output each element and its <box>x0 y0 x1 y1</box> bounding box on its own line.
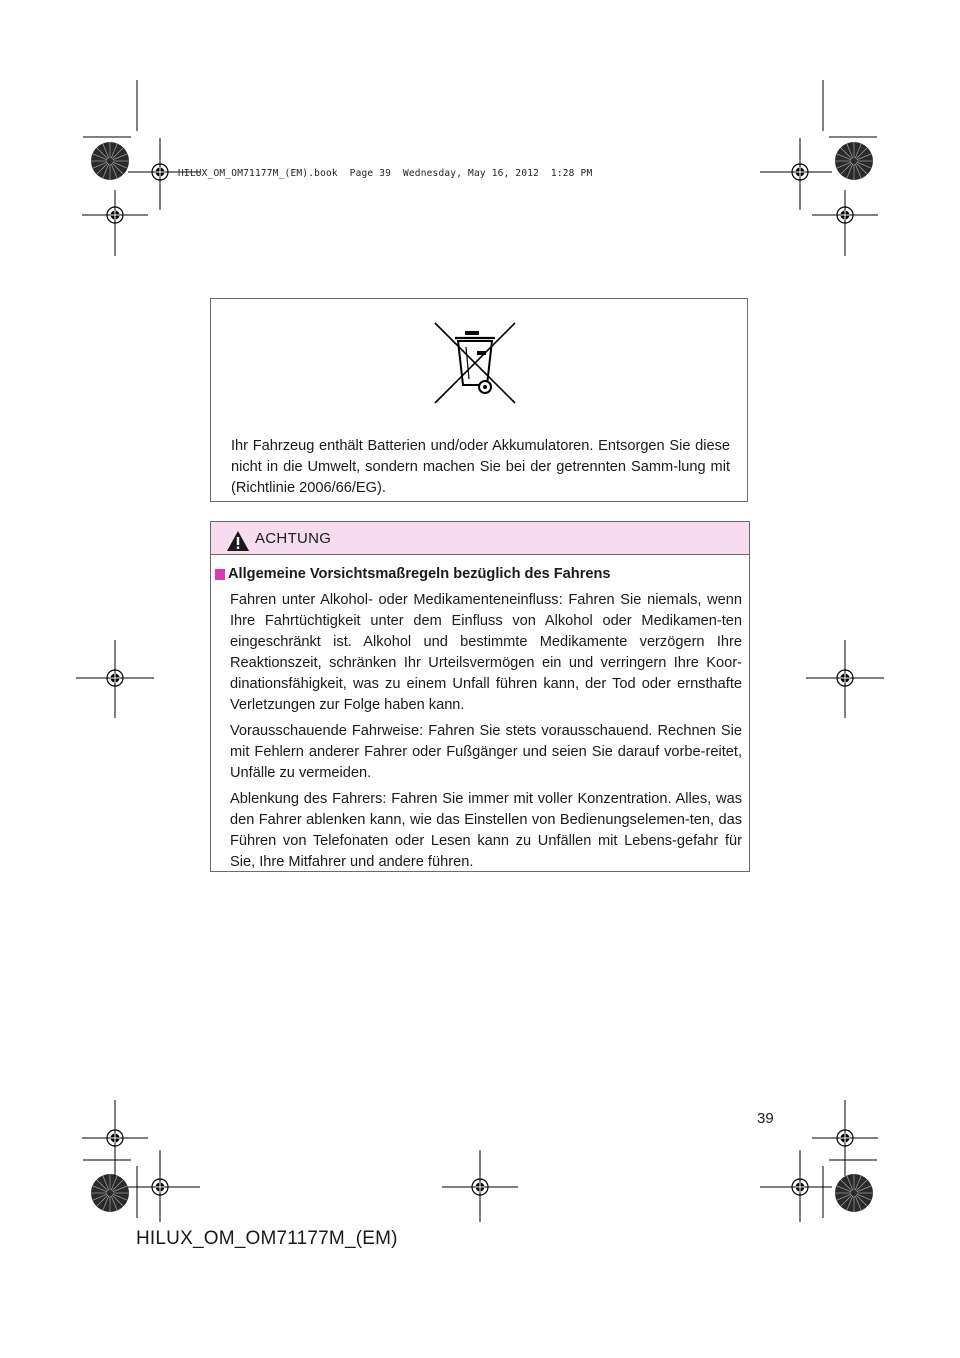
crossed-out-wheelie-bin-icon <box>433 321 517 405</box>
caution-subheading-text: Allgemeine Vorsichtsmaßregeln bezüglich des Fahrens <box>228 566 611 582</box>
warning-triangle-icon <box>226 530 250 552</box>
paragraph-alcohol: Fahren unter Alkohol- oder Medikamenteneinfluss: Fahren Sie niemals, wenn Ihre Fahrtüchtigkeit unter dem Einfluss von Alkohol oder Medikamen-ten eingeschränkt ist. Alkohol und bestimmte Medikamente verzögern Ihre Reaktionszeit, schränken Ihr Urteilsvermögen ein und verringern Ihre Koor-dinationsfähigkeit, was zu einem Unfall führen kann, der Tod oder ernsthafte Verletzungen zur Folge haben kann. <box>230 592 742 713</box>
bullet-square-icon <box>215 569 225 580</box>
caution-body <box>211 564 749 873</box>
page-number: 39 <box>757 1110 774 1127</box>
caution-header <box>211 522 749 555</box>
caution-subheading <box>215 564 749 585</box>
paragraph-driver-distraction: Ablenkung des Fahrers: Fahren Sie immer mit voller Konzentration. Alles, was den Fahrer ablenken kann, wie das Einstellen von Bedienungselemen-ten, das Führen von Telefonaten oder Lesen kann zu Unfällen mit Lebens-gefahr für Sie, Ihre Mitfahrer und andere führen. <box>230 791 742 870</box>
paragraph-anticipatory-driving: Vorausschauende Fahrweise: Fahren Sie stets vorausschauend. Rechnen Sie mit Fehlern anderer Fahrer oder Fußgänger und seien Sie darauf vorbe-reitet, Unfälle zu vermeiden. <box>230 723 742 781</box>
caution-box <box>210 521 750 872</box>
footer-document-id: HILUX_OM_OM71177M_(EM) <box>136 1228 398 1249</box>
disposal-text: Ihr Fahrzeug enthält Batterien und/oder Akkumulatoren. Entsorgen Sie diese nicht in die Umwelt, sondern machen Sie bei der getrennten Samm-lung mit (Richtlinie 2006/66/EG). <box>231 438 730 496</box>
battery-disposal-notice <box>210 298 748 502</box>
print-slug-header: HILUX_OM_OM71177M_(EM).book Page 39 Wednesday, May 16, 2012 1:28 PM <box>178 168 593 179</box>
caution-title: ACHTUNG <box>255 530 332 547</box>
